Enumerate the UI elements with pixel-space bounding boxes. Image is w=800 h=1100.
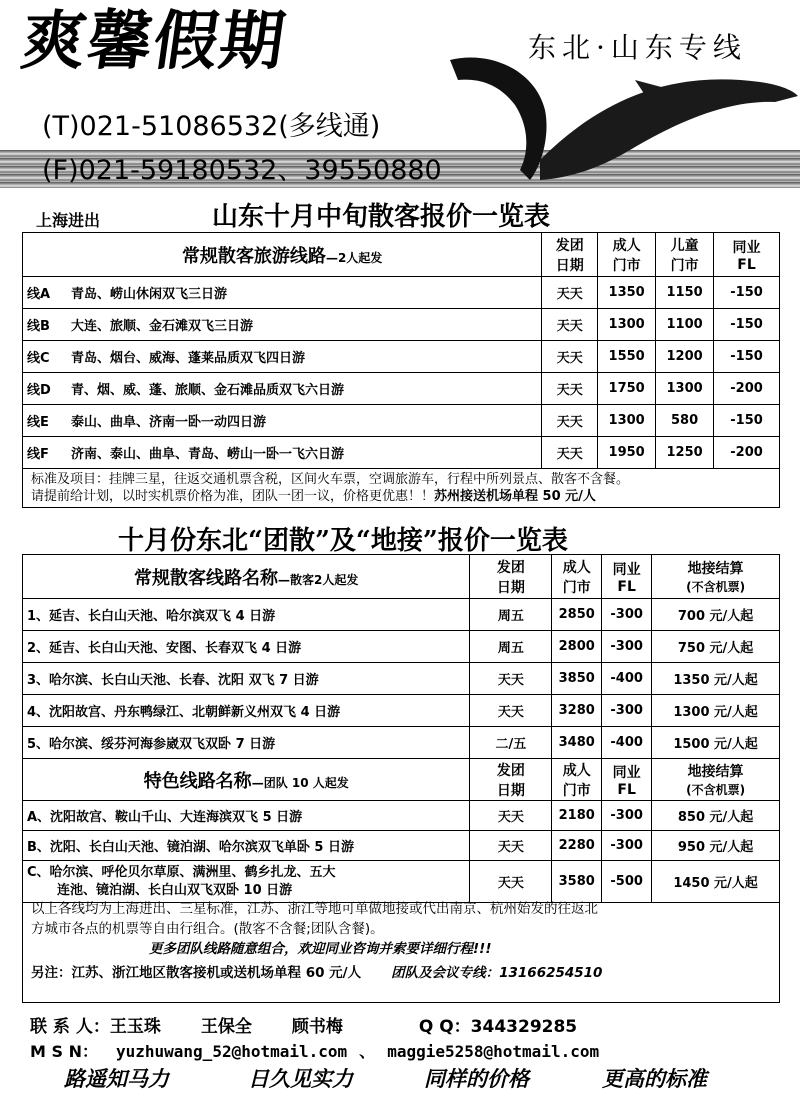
slogan: 路遥知马力 [64,1067,169,1091]
child-price-cell: 1250 [656,437,714,469]
dongbei-notes [22,897,780,1003]
shandong-title: 山东十月中旬散客报价一览表 [212,202,551,232]
depart-header-l1: 发团 [555,237,584,254]
adult-header-l1: 成人 [612,237,641,254]
table-row [23,309,780,341]
local-header [652,555,780,599]
fl-cell: -150 [714,277,780,309]
dongbei-title: 十月份东北“团散”及“地接”报价一览表 [118,526,568,556]
route-name: 青岛、崂山休闲双飞三日游 [71,287,228,302]
route-name: 2、延吉、长白山天池、安图、长春双飞 4 日游 [23,631,470,663]
suzhou-airport-note: 苏州接送机场单程 50 元/人 [434,489,596,504]
contact-name: 王玉珠 [109,1017,161,1037]
fl-cell: -300 [602,599,652,631]
adult-price-cell: 1300 [598,309,656,341]
depart-cell: 天天 [542,341,598,373]
local-price-cell: 750 元/人起 [652,631,780,663]
header [0,0,800,200]
depart-header-l1: 发团 [496,762,525,779]
route-code: 线B [27,319,50,334]
adult-header-l1: 成人 [562,559,591,576]
fl-header [714,233,780,277]
slogan: 更高的标准 [602,1067,707,1091]
route-header-text: 常规散客线路名称 [134,567,279,589]
adult-price-cell: 1350 [598,277,656,309]
depart-cell: 天天 [470,831,552,861]
depart-cell: 周五 [470,631,552,663]
table-row [23,631,780,663]
adult-header [552,555,602,599]
child-price-cell: 1150 [656,277,714,309]
table-row [23,831,780,861]
route-cell [23,341,542,373]
table-row [23,727,780,759]
fl-cell: -300 [602,831,652,861]
dongbei-note-4 [31,963,771,983]
phone-number: (T)021-51086532(多线通) [42,111,381,142]
fax-number: (F)021-59180532、39550880 [42,155,442,186]
adult-price-cell: 1950 [598,437,656,469]
fl-cell: -200 [714,373,780,405]
route-name: B、沈阳、长白山天池、镜泊湖、哈尔滨双飞单卧 5 日游 [23,831,470,861]
fl-header-l2: FL [617,781,636,798]
adult-price-cell: 2280 [552,831,602,861]
local-price-cell: 700 元/人起 [652,599,780,631]
contact-line [30,1012,577,1037]
fl-header [602,555,652,599]
fl-cell: -300 [602,801,652,831]
depart-header-l2: 日期 [496,579,525,596]
child-header [656,233,714,277]
depart-header [470,759,552,801]
depart-cell: 天天 [470,695,552,727]
dongbei-note-1: 以上各线均为上海进出、三星标准，江苏、浙江等地可单做地接或代出南京、杭州始发的往返北 [31,901,598,917]
route-name: 4、沈阳故宫、丹东鸭绿江、北朝鲜新义州双飞 4 日游 [23,695,470,727]
fl-header-l1: 同业 [612,561,641,578]
table-row [23,663,780,695]
msn-separator: 、 [359,1042,376,1061]
route-cell [23,277,542,309]
dongbei-price-table [22,554,780,903]
table-row [23,437,780,469]
route-header [23,555,470,599]
origin-label: 上海进出 [36,211,101,230]
msn-address: yuzhuwang_52@hotmail.com [115,1042,348,1061]
adult-header-l2: 门市 [562,579,591,596]
route-name-l1: C、哈尔滨、呼伦贝尔草原、满洲里、鹤乡扎龙、五大 [27,864,336,880]
fl-cell: -200 [714,437,780,469]
adult-header [598,233,656,277]
shandong-price-table [22,232,780,469]
adult-price-cell: 2800 [552,631,602,663]
msn-label: M S N： [30,1042,98,1061]
route-code: 线D [27,383,51,398]
slogan: 日久见实力 [248,1067,353,1091]
adult-price-cell: 3850 [552,663,602,695]
local-price-cell: 1450 元/人起 [652,861,780,903]
qq-number: 344329285 [470,1017,578,1037]
route-name: 济南、泰山、曲阜、青岛、崂山一卧一飞六日游 [71,447,345,462]
fl-cell: -400 [602,727,652,759]
msn-address: maggie5258@hotmail.com [387,1042,600,1061]
route-code: 线E [27,415,49,430]
dongbei-note-2: 方城市各点的机票等自由行组合。(散客不含餐;团队含餐)。 [31,921,384,937]
local-price-cell: 1300 元/人起 [652,695,780,727]
shandong-notes [22,469,780,508]
fl-cell: -150 [714,309,780,341]
route-name: 泰山、曲阜、济南一卧一动四日游 [71,415,267,430]
route-header [23,233,542,277]
fl-cell: -300 [602,695,652,727]
child-price-cell: 1200 [656,341,714,373]
route-code: 线F [27,447,49,462]
local-header-l1: 地接结算 [687,764,744,780]
adult-price-cell: 3580 [552,861,602,903]
child-header-l1: 儿童 [670,237,699,254]
special-table-header [23,759,780,801]
adult-header-l2: 门市 [612,257,641,274]
local-header [652,759,780,801]
qq-label: Q Q： [418,1017,471,1037]
local-price-cell: 1350 元/人起 [652,663,780,695]
depart-cell: 天天 [470,663,552,695]
route-header-text: 常规散客旅游线路 [181,245,326,267]
route-name: 青、烟、威、蓬、旅顺、金石滩品质双飞六日游 [71,383,345,398]
route-header-note: —2人起发 [325,250,383,265]
adult-header [552,759,602,801]
shandong-note-2-text: 请提前给计划，以时实机票价格为准，团队一团一议，价格更优惠！！ [31,489,435,504]
route-code: 线A [27,287,51,302]
special-route-header [23,759,470,801]
special-route-header-note: —团队 10 人起发 [251,775,349,790]
table-header [23,555,780,599]
fl-cell: -150 [714,405,780,437]
table-row [23,599,780,631]
fl-cell: -500 [602,861,652,903]
contact-name: 顾书梅 [291,1017,343,1037]
route-name: 大连、旅顺、金石滩双飞三日游 [71,319,254,334]
depart-header-l2: 日期 [555,257,584,274]
table-row [23,277,780,309]
fl-header-l2: FL [617,578,636,595]
adult-header-l2: 门市 [562,782,591,799]
brand-logo: 爽馨假期 [16,4,292,79]
adult-price-cell: 1300 [598,405,656,437]
depart-header [542,233,598,277]
fl-header-l2: FL [737,256,756,273]
shandong-note-2 [31,488,771,505]
table-row [23,695,780,727]
depart-header [470,555,552,599]
slogan: 同样的价格 [424,1067,529,1091]
route-name-l2: 连池、镜泊湖、长白山双飞双卧 10 日游 [57,882,293,898]
depart-cell: 天天 [542,437,598,469]
adult-price-cell: 2180 [552,801,602,831]
local-price-cell: 1500 元/人起 [652,727,780,759]
route-name: 青岛、烟台、威海、蓬莱品质双飞四日游 [71,351,306,366]
route-cell [23,437,542,469]
fl-cell: -150 [714,341,780,373]
contact-label: 联 系 人： [30,1017,110,1037]
route-cell [23,373,542,405]
local-price-cell: 850 元/人起 [652,801,780,831]
child-price-cell: 1100 [656,309,714,341]
local-header-l2: (不含机票) [686,783,746,797]
depart-cell: 天天 [470,801,552,831]
contact-name: 王保全 [200,1017,252,1037]
child-price-cell: 1300 [656,373,714,405]
adult-price-cell: 1750 [598,373,656,405]
special-route-header-text: 特色线路名称 [143,770,252,792]
depart-cell: 天天 [542,277,598,309]
adult-header-l1: 成人 [562,762,591,779]
fl-cell: -400 [602,663,652,695]
depart-header-l1: 发团 [496,559,525,576]
fl-header-l1: 同业 [612,764,641,781]
depart-header-l2: 日期 [496,782,525,799]
adult-price-cell: 1550 [598,341,656,373]
fl-header-l1: 同业 [732,239,761,256]
route-code: 线C [27,351,50,366]
table-header [23,233,780,277]
route-name: 5、哈尔滨、绥芬河海参崴双飞双卧 7 日游 [23,727,470,759]
route-cell [23,405,542,437]
depart-cell: 天天 [542,373,598,405]
route-name: A、沈阳故宫、鞍山千山、大连海滨双飞 5 日游 [23,801,470,831]
local-price-cell: 950 元/人起 [652,831,780,861]
fl-cell: -300 [602,631,652,663]
fl-header [602,759,652,801]
route-header-note: —散客2人起发 [278,572,359,587]
depart-cell: 天天 [542,309,598,341]
table-row [23,373,780,405]
adult-price-cell: 3480 [552,727,602,759]
depart-cell: 天天 [542,405,598,437]
tagline: 东北·山东专线 [528,31,747,64]
table-row [23,341,780,373]
depart-cell: 二/五 [470,727,552,759]
route-cell [23,309,542,341]
group-hotline: 团队及会议专线：13166254510 [391,965,603,981]
local-header-l1: 地接结算 [687,561,744,577]
depart-cell: 周五 [470,599,552,631]
route-name: 1、延吉、长白山天池、哈尔滨双飞 4 日游 [23,599,470,631]
airport-transfer-note: 另注：江苏、浙江地区散客接机或送机场单程 60 元/人 [31,965,362,981]
dongbei-note-3: 更多团队线路随意组合，欢迎同业咨询并索要详细行程!!! [149,941,492,957]
shandong-note-1: 标准及项目：挂牌三星，往返交通机票含税，区间火车票，空调旅游车，行程中所列景点、散客不含餐。 [31,472,630,487]
local-header-l2: (不含机票) [686,580,746,594]
child-header-l2: 门市 [670,257,699,274]
child-price-cell: 580 [656,405,714,437]
adult-price-cell: 3280 [552,695,602,727]
table-row [23,801,780,831]
msn-line [30,1039,599,1062]
adult-price-cell: 2850 [552,599,602,631]
route-name: 3、哈尔滨、长白山天池、长春、沈阳 双飞 7 日游 [23,663,470,695]
table-row [23,405,780,437]
depart-cell: 天天 [470,861,552,903]
